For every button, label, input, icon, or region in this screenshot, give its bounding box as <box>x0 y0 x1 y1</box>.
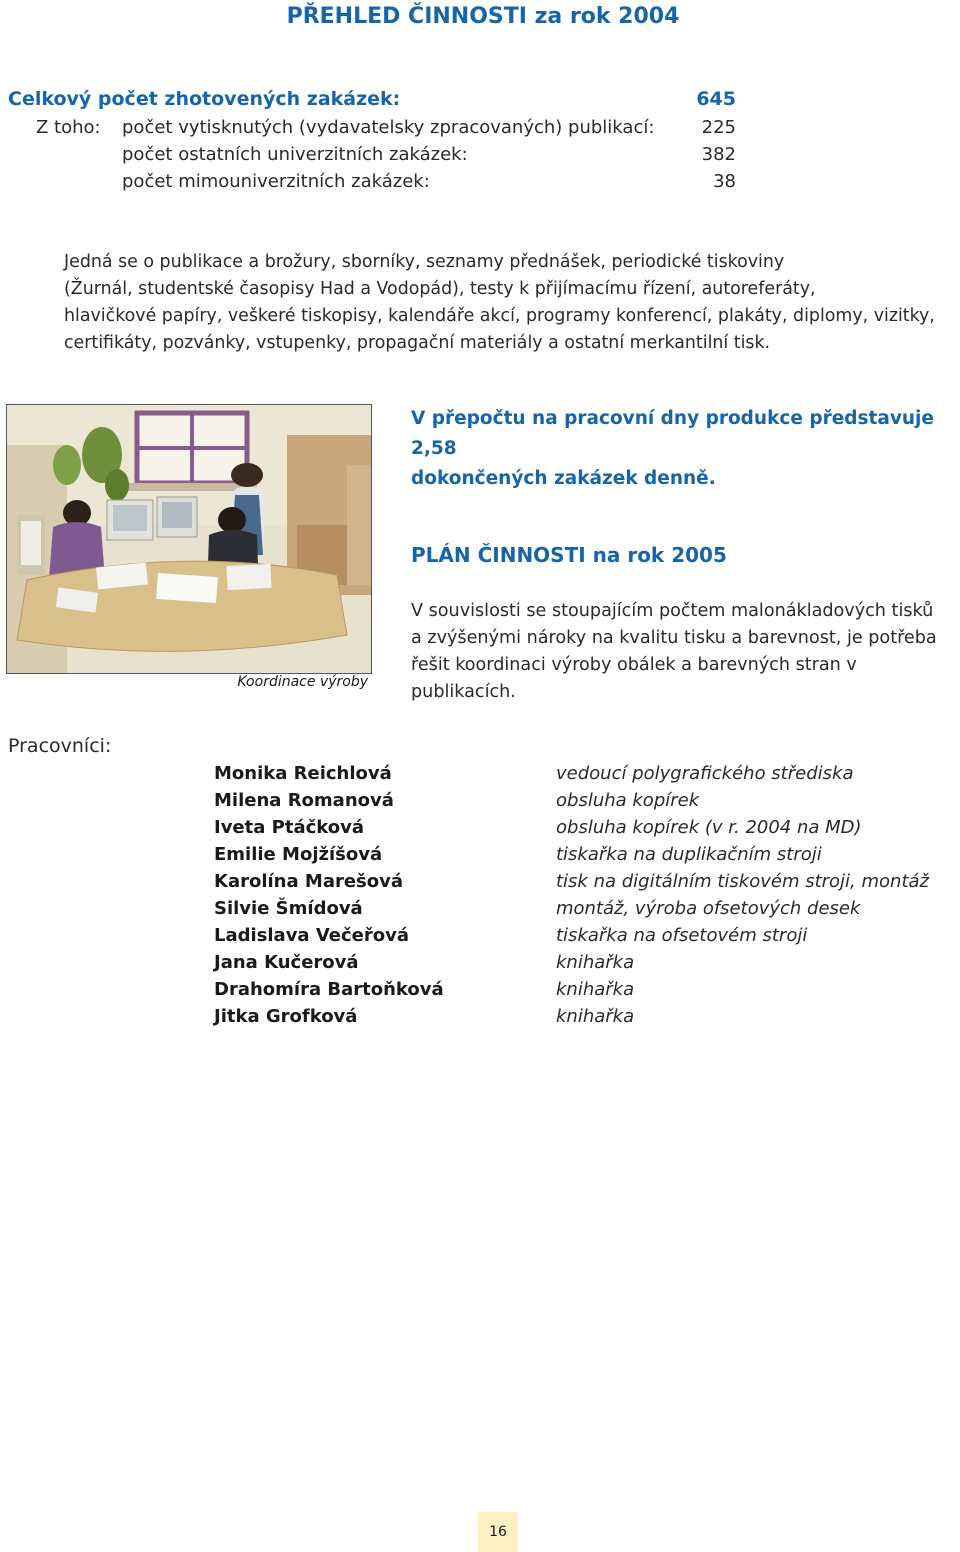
plan-line: V souvislosti se stoupajícím počtem malonákladových tisků <box>411 601 934 621</box>
worker-name: Iveta Ptáčková <box>214 817 365 838</box>
description-line: hlavičkové papíry, veškeré tiskopisy, kalendáře akcí, programy konferencí, plakáty, diplomy, vizitky, <box>64 306 935 326</box>
worker-role: vedoucí polygrafického střediska <box>556 763 854 784</box>
breakdown-prefix: Z toho: <box>36 117 101 138</box>
worker-role: knihařka <box>556 979 635 1000</box>
total-orders-label: Celkový počet zhotovených zakázek: <box>8 88 401 110</box>
breakdown-label-external: počet mimouniverzitních zakázek: <box>122 171 430 192</box>
workers-label: Pracovníci: <box>8 735 112 757</box>
worker-roles <box>556 760 929 1030</box>
worker-role: knihařka <box>556 1006 635 1027</box>
worker-name: Milena Romanová <box>214 790 394 811</box>
plan-title: PLÁN ČINNOSTI na rok 2005 <box>411 543 727 567</box>
breakdown-label-university: počet ostatních univerzitních zakázek: <box>122 144 468 165</box>
worker-name: Jana Kučerová <box>214 952 359 973</box>
worker-name: Jitka Grofková <box>214 1006 358 1027</box>
breakdown-label-publications: počet vytisknutých (vydavatelsky zpracovaných) publikací: <box>122 117 655 138</box>
total-orders-value: 645 <box>696 88 736 110</box>
worker-name: Drahomíra Bartoňková <box>214 979 444 1000</box>
worker-role: montáž, výroba ofsetových desek <box>556 898 861 919</box>
description-paragraph <box>64 249 960 357</box>
highlight-line: V přepočtu na pracovní dny produkce představuje 2,58 <box>411 408 934 459</box>
worker-role: tiskařka na ofsetovém stroji <box>556 925 808 946</box>
worker-role: tisk na digitálním tiskovém stroji, montáž <box>556 871 929 892</box>
worker-name: Monika Reichlová <box>214 763 392 784</box>
worker-name: Ladislava Večeřová <box>214 925 410 946</box>
worker-name: Emilie Mojžíšová <box>214 844 383 865</box>
page-title: PŘEHLED ČINNOSTI za rok 2004 <box>286 4 680 29</box>
highlight-line: dokončených zakázek denně. <box>411 468 716 489</box>
worker-role: tiskařka na duplikačním stroji <box>556 844 822 865</box>
worker-role: knihařka <box>556 952 635 973</box>
worker-role: obsluha kopírek <box>556 790 700 811</box>
plan-paragraph <box>411 598 959 706</box>
breakdown-value-external: 38 <box>713 171 736 192</box>
worker-name: Karolína Marešová <box>214 871 404 892</box>
breakdown-value-university: 382 <box>701 144 736 165</box>
breakdown-value-publications: 225 <box>701 117 736 138</box>
productivity-highlight <box>411 404 956 494</box>
description-line: (Žurnál, studentské časopisy Had a Vodopád), testy k přijímacímu řízení, autoreferáty, <box>64 279 816 299</box>
photo-caption: Koordinace výroby <box>237 674 368 690</box>
worker-name: Silvie Šmídová <box>214 898 363 919</box>
plan-line: a zvýšenými nároky na kvalitu tisku a barevnost, je potřeba <box>411 628 937 648</box>
page-number: 16 <box>478 1512 518 1552</box>
office-photo <box>6 404 372 674</box>
worker-names <box>214 760 444 1030</box>
office-photo-illustration <box>7 405 371 673</box>
worker-role: obsluha kopírek (v r. 2004 na MD) <box>556 817 862 838</box>
description-line: Jedná se o publikace a brožury, sborníky, seznamy přednášek, periodické tiskoviny <box>64 252 785 272</box>
description-line: certifikáty, pozvánky, vstupenky, propagační materiály a ostatní merkantilní tisk. <box>64 333 771 353</box>
plan-line: řešit koordinaci výroby obálek a barevných stran v publikacích. <box>411 655 857 702</box>
